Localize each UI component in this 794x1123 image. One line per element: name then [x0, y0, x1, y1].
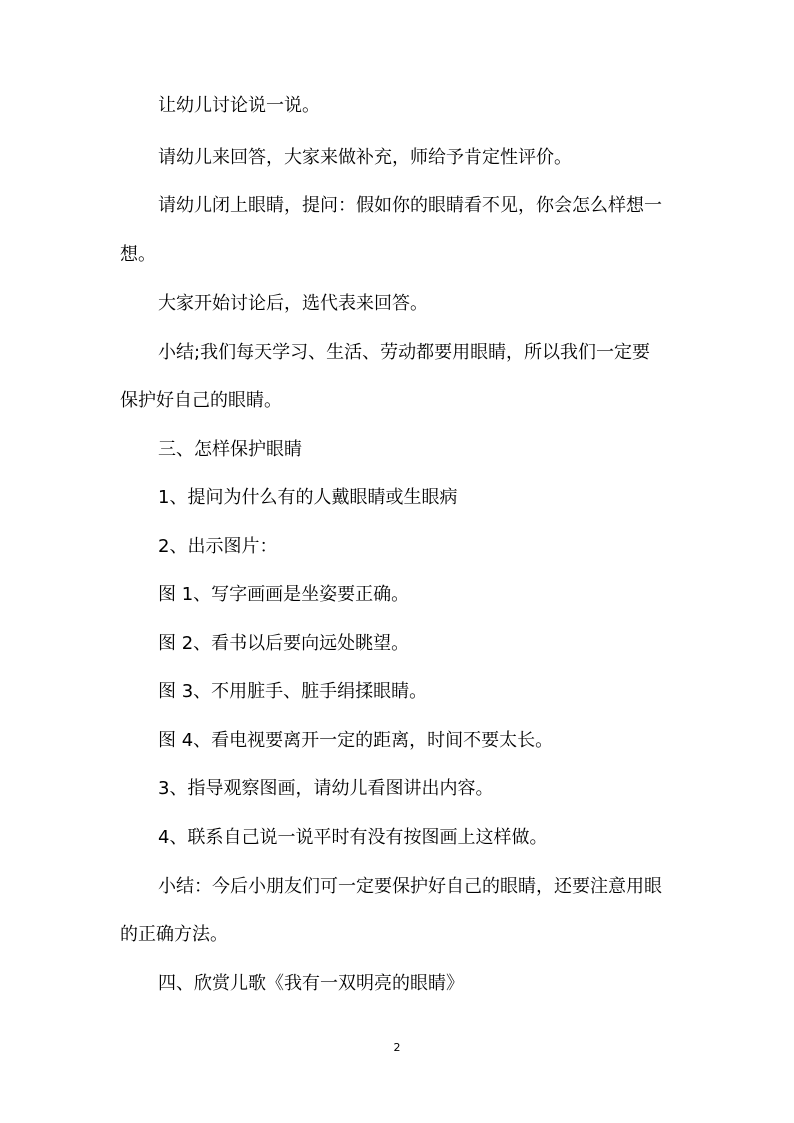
text-line: 1、提问为什么有的人戴眼睛或生眼病	[158, 487, 458, 508]
text-line: 小结：今后小朋友们可一定要保护好自己的眼睛，还要注意用眼	[158, 876, 662, 897]
text-line: 让幼儿讨论说一说。	[158, 95, 320, 116]
text-line: 大家开始讨论后，选代表来回答。	[158, 293, 428, 314]
section-heading: 三、怎样保护眼睛	[158, 439, 302, 460]
section-heading: 四、欣赏儿歌《我有一双明亮的眼睛》	[158, 973, 464, 994]
text-line: 3、指导观察图画，请幼儿看图讲出内容。	[158, 778, 494, 799]
text-line: 图 4、看电视要离开一定的距离，时间不要太长。	[158, 730, 554, 751]
text-line: 请幼儿闭上眼睛，提问：假如你的眼睛看不见，你会怎么样想一	[158, 195, 662, 216]
text-line: 4、联系自己说一说平时有没有按图画上这样做。	[158, 827, 548, 848]
text-line: 想。	[120, 244, 156, 265]
text-line: 保护好自己的眼睛。	[120, 390, 282, 411]
text-line: 图 1、写字画画是坐姿要正确。	[158, 584, 410, 605]
text-line: 图 2、看书以后要向远处眺望。	[158, 633, 410, 654]
text-line: 图 3、不用脏手、脏手绢揉眼睛。	[158, 681, 428, 702]
text-line: 小结;我们每天学习、生活、劳动都要用眼睛，所以我们一定要	[158, 342, 651, 363]
text-line: 请幼儿来回答，大家来做补充，师给予肯定性评价。	[158, 147, 572, 168]
text-line: 的正确方法。	[120, 924, 228, 945]
page-number: 2	[393, 1041, 401, 1054]
text-line: 2、出示图片：	[158, 536, 278, 557]
